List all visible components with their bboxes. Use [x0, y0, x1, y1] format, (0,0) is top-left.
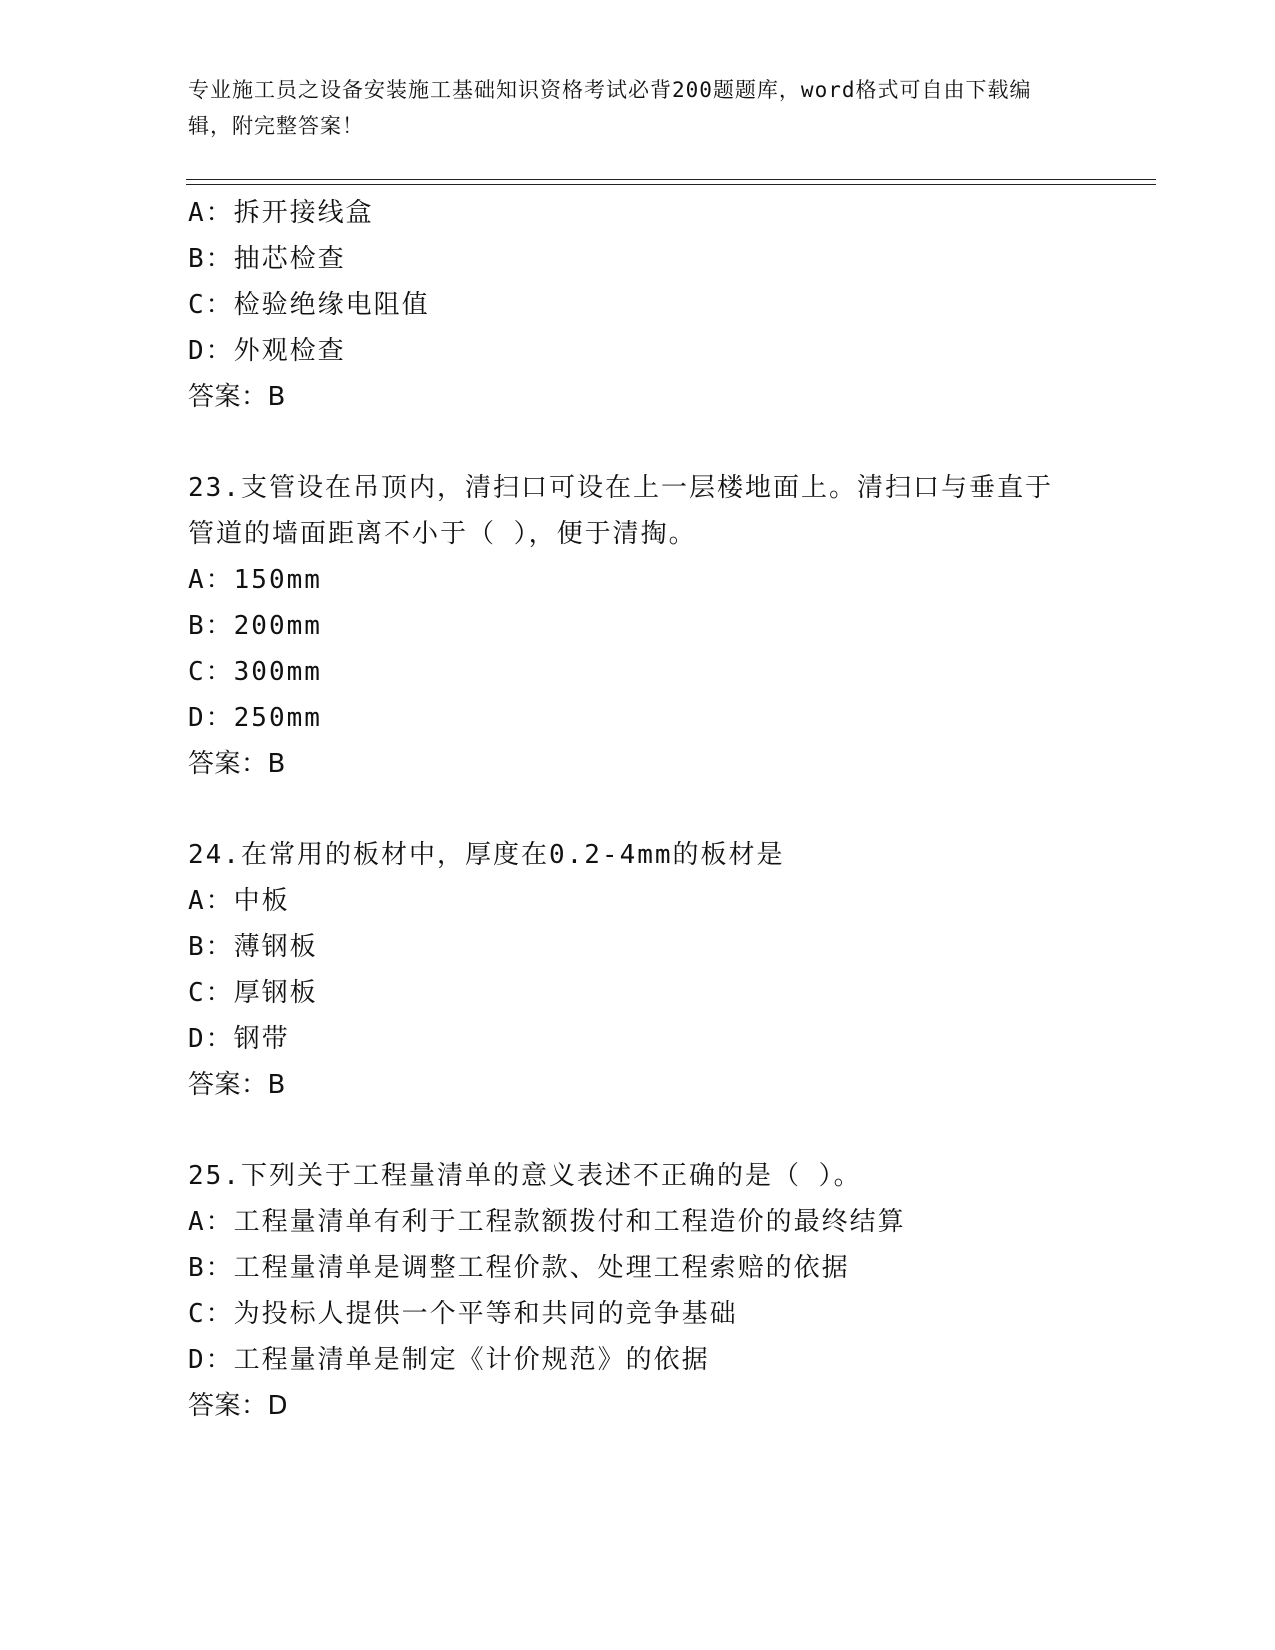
option-d: D：外观检查: [188, 336, 346, 366]
option-c: C：检验绝缘电阻值: [188, 290, 430, 320]
question-text: 25.下列关于工程量清单的意义表述不正确的是（ ）。: [188, 1161, 862, 1191]
option-b: B：200mm: [188, 611, 322, 641]
option-c: C：厚钢板: [188, 978, 318, 1008]
answer-line: 答案：B: [188, 382, 286, 412]
option-c: C：为投标人提供一个平等和共同的竞争基础: [188, 1299, 738, 1329]
question-text: 23.支管设在吊顶内，清扫口可设在上一层楼地面上。清扫口与垂直于: [188, 473, 1053, 503]
option-a: A：工程量清单有利于工程款额拨付和工程造价的最终结算: [188, 1207, 906, 1237]
document-header: [188, 72, 1068, 144]
question-text: 24.在常用的板材中，厚度在0.2-4mm的板材是: [188, 840, 785, 870]
question-24: [188, 832, 1148, 1108]
option-a: A：拆开接线盒: [188, 198, 374, 228]
option-a: A：150mm: [188, 565, 322, 595]
option-c: C：300mm: [188, 657, 322, 687]
option-d: D：钢带: [188, 1024, 290, 1054]
option-a: A：中板: [188, 886, 290, 916]
question-23: [188, 465, 1148, 787]
option-b: B：薄钢板: [188, 932, 318, 962]
answer-line: 答案：B: [188, 1070, 286, 1100]
question-25: [188, 1153, 1148, 1429]
question-22-options: [188, 190, 1148, 420]
header-divider-bottom: [186, 184, 1156, 185]
header-divider-top: [186, 179, 1156, 180]
header-title: 专业施工员之设备安装施工基础知识资格考试必背200题题库，word格式可自由下载编辑，附完整答案！: [188, 78, 1032, 138]
question-text-continued: 管道的墙面距离不小于（ ），便于清掏。: [188, 519, 697, 549]
option-d: D：工程量清单是制定《计价规范》的依据: [188, 1345, 710, 1375]
answer-line: 答案：D: [188, 1391, 289, 1421]
question-list: [188, 190, 1148, 1429]
option-b: B：抽芯检查: [188, 244, 346, 274]
option-b: B：工程量清单是调整工程价款、处理工程索赔的依据: [188, 1253, 850, 1283]
option-d: D：250mm: [188, 703, 322, 733]
answer-line: 答案：B: [188, 749, 286, 779]
